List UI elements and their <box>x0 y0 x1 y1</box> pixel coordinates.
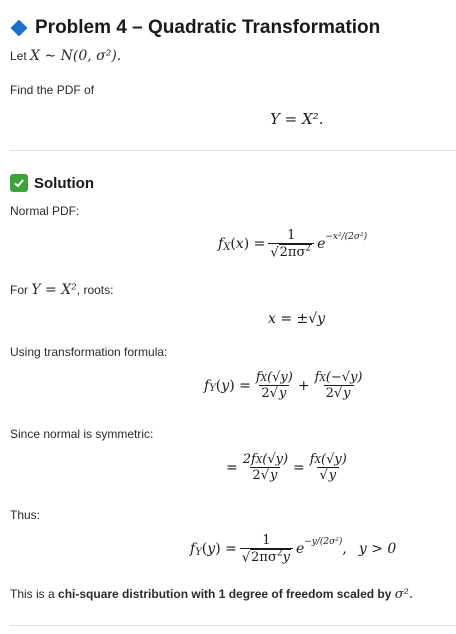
blue-diamond-icon <box>11 20 28 37</box>
thus-label: Thus: <box>10 508 41 522</box>
let-math: X ∼ N(0, σ²). <box>30 48 122 64</box>
final-equation: f Y ( y ) = $\frac{1}{√2\pi\sigma^2y}$ e $^{-y/(2\sigma^2)}$ , y > 0 <box>190 533 397 566</box>
find-label: Find the PDF of <box>10 83 95 97</box>
solution-heading-text: Solution <box>34 174 94 192</box>
roots-math: Y = X² <box>31 282 77 298</box>
divider <box>10 150 456 151</box>
conclusion-bold: chi-square distribution with 1 degree of freedom scaled by <box>58 587 392 601</box>
problem-title <box>10 16 380 40</box>
let-line: Let X ∼ N(0, σ²). <box>10 48 122 64</box>
conclusion-math: σ². <box>394 587 413 602</box>
green-check-icon <box>10 174 28 192</box>
transform-label: Using transformation formula: <box>10 345 168 359</box>
find-math: Y = X². <box>270 110 324 128</box>
conclusion: This is a chi-square distribution with 1 degree of freedom scaled by σ². <box>10 587 413 602</box>
transform-equation: f Y ( y ) = $\frac{fX(√y)}{2√y}$ + $\frac{fX(-√y)}{2√y}$ <box>204 370 363 401</box>
symmetric-equation: = $\frac{2fX(√y)}{2√y}$ = $\frac{fX(√y)}{√y}$ <box>226 452 347 483</box>
condition: y > 0 <box>358 541 397 558</box>
normal-pdf-label: Normal PDF: <box>10 204 80 218</box>
symmetric-label: Since normal is symmetric: <box>10 427 154 441</box>
roots-equation: x = ±√y <box>268 311 326 327</box>
solution-heading <box>10 172 94 194</box>
roots-line: For Y = X², roots: <box>10 282 114 298</box>
bottom-divider <box>10 625 456 626</box>
problem-title-text: Problem 4 – Quadratic Transformation <box>35 17 381 38</box>
normal-pdf-equation: f X ( x ) = $\frac{1}{√2\pi\sigma^2}$ e $^{-x^2/(2\sigma^2)}$ <box>218 228 368 261</box>
